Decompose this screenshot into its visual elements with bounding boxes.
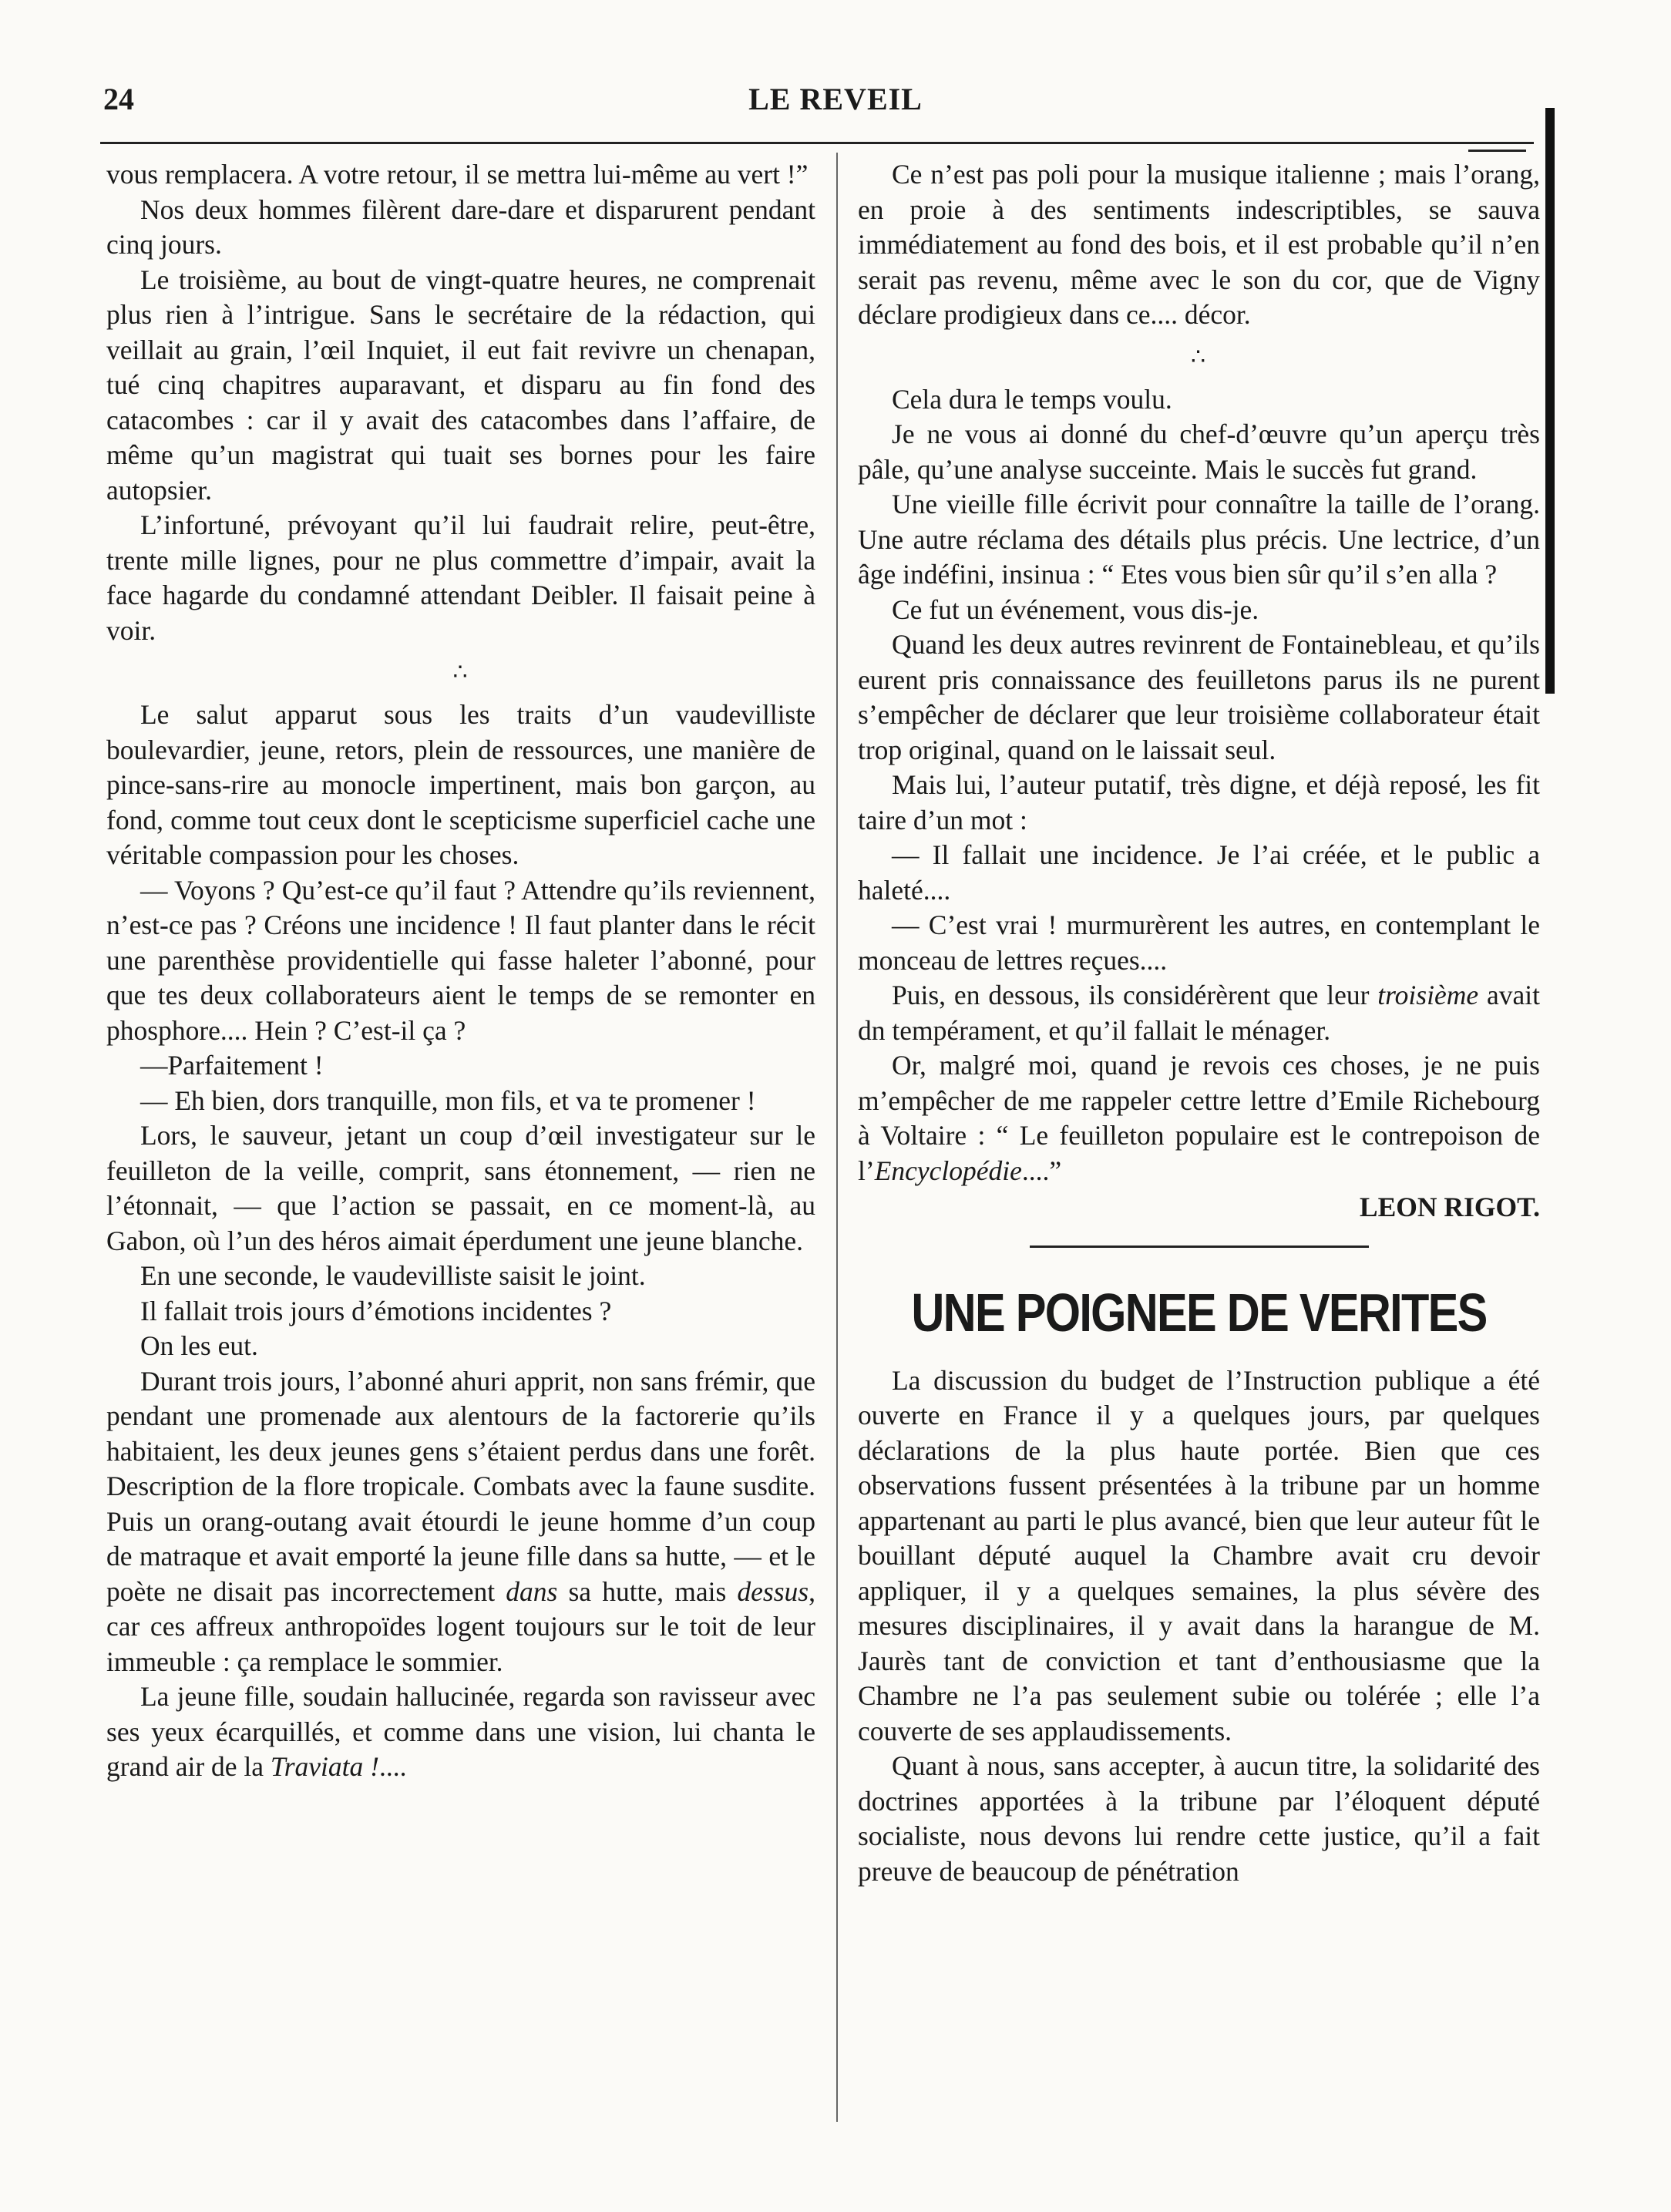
paragraph <box>106 1679 815 1785</box>
text-run: Durant trois jours, l’abonné ahuri apprit, non sans frémir, que pendant une promenade aux alentours de la factorerie qu’ils habitaient, les deux jeunes gens s’étaient perdus dans une forêt. Description de la flore tropicale. Combats avec la faune susdite. Puis un orang-outang avait étourdi le jeune homme d’un coup de matraque et avait emporté la jeune fille dans sa hutte, — et le poète ne disait pas incorrectement <box>106 1365 815 1607</box>
text-run: .... <box>378 1751 407 1782</box>
paragraph: Le troisième, au bout de vingt-quatre heures, ne comprenait plus rien à l’intrigue. Sans le secrétaire de la rédaction, qui veillait au grain, l’œil Inquiet, il eut fait revivre un chenapan, tué cinq chapitres auparavant, et disparu au fin fond des catacombes : car il y avait des catacombes dans l’affaire, de même qu’un magistrat qui tuait ses bornes pour les faire autopsier. <box>106 264 815 506</box>
paragraph: Le salut apparut sous les traits d’un vaudevilliste boulevardier, jeune, retors, plein de ressources, une manière de pince-sans-rire au monocle impertinent, mais bon garçon, au fond, comme tout ceux dont le scepticisme superficiel cache une véritable compassion pour les choses. <box>106 699 815 870</box>
header-rule <box>100 142 1534 144</box>
text-run: La jeune fille, soudain hallucinée, regarda son ravisseur avec ses yeux écarquillés, et comme dans une vision, lui chanta le grand air de la <box>106 1681 815 1782</box>
paragraph: vous remplacera. A votre retour, il se mettra lui-même au vert !” <box>106 159 809 190</box>
margin-bar <box>1545 108 1555 694</box>
article-end-rule <box>1030 1246 1369 1248</box>
paragraph: Une vieille fille écrivit pour connaître la taille de l’orang. Une autre réclama des détails plus précis. Une lectrice, d’un âge indéfini, insinua : “ Etes vous bien sûr qu’il s’en alla ? <box>858 489 1540 590</box>
column-divider <box>836 153 838 2122</box>
italic-text: dessus <box>737 1575 809 1607</box>
paragraph: Quant à nous, sans accepter, à aucun titre, la solidarité des doctrines apportées à la tribune par l’éloquent député socialiste, nous devons lui rendre cette justice, qu’il a fait preuve de beaucoup de pénétration <box>858 1750 1540 1887</box>
text-run: avait dn tempérament, et qu’il fallait le ménager. <box>858 980 1540 1046</box>
paragraph: — Eh bien, dors tranquille, mon fils, et va te promener ! <box>140 1084 756 1116</box>
section-title: UNE POIGNEE DE VERITES <box>911 1282 1487 1343</box>
paragraph: L’infortuné, prévoyant qu’il lui faudrait relire, peut-être, trente mille lignes, pour ne plus commettre d’impair, avait la face hagarde du condamné attendant Deibler. Il faisait peine à voir. <box>106 509 815 646</box>
text-run: , car ces affreux anthropoïdes logent toujours sur le toit de leur immeuble : ça remplace le sommier. <box>106 1575 815 1677</box>
header-rule-short <box>1468 150 1526 152</box>
paragraph <box>858 978 1540 1048</box>
italic-text: dans <box>506 1575 558 1607</box>
right-column <box>858 157 1540 1889</box>
paragraph: Quand les deux autres revinrent de Fontainebleau, et qu’ils eurent pris connaissance des feuilletons parus ils ne purent s’empêcher de déclarer que leur troisième collaborateur était trop original, quand on le laissait seul. <box>858 629 1540 765</box>
masthead-title: LE REVEIL <box>748 82 923 116</box>
section-separator: ∴ <box>452 660 469 685</box>
text-run: ....” <box>1021 1155 1062 1186</box>
text-run: Or, malgré moi, quand je revois ces choses, je ne puis m’empêcher de me rappeler cettre lettre d’Emile Richebourg à Voltaire : “ Le feuilleton populaire est le contrepoison de l’ <box>858 1050 1540 1186</box>
paragraph: Il fallait trois jours d’émotions incidentes ? <box>140 1295 612 1326</box>
paragraph: —Parfaitement ! <box>140 1050 324 1081</box>
italic-text: Traviata ! <box>270 1751 379 1782</box>
left-column <box>106 157 815 1785</box>
paragraph: Mais lui, l’auteur putatif, très digne, et déjà reposé, les fit taire d’un mot : <box>858 769 1540 835</box>
paragraph: Ce fut un événement, vous dis-je. <box>892 593 1259 625</box>
paragraph: Je ne vous ai donné du chef-d’œuvre qu’un aperçu très pâle, qu’une analyse succeinte. Mais le succès fut grand. <box>858 419 1540 485</box>
text-run: Puis, en dessous, ils considérèrent que leur <box>892 980 1378 1010</box>
author-signature: LEON RIGOT. <box>1359 1192 1540 1222</box>
paragraph <box>106 1364 815 1680</box>
paragraph: Cela dura le temps voulu. <box>892 383 1172 415</box>
paragraph: Ce n’est pas poli pour la musique italienne ; mais l’orang, en proie à des sentiments indescriptibles, se sauva immédiatement au fond des bois, et il est probable qu’il n’en serait pas revenu, même avec le son du cor, que de Vigny déclare prodigieux dans ce.... décor. <box>858 159 1540 330</box>
italic-text: Encyclopédie <box>874 1155 1022 1186</box>
paragraph: Nos deux hommes filèrent dare-dare et disparurent pendant cinq jours. <box>106 193 815 260</box>
italic-text: troisième <box>1377 980 1479 1010</box>
paragraph: — Il fallait une incidence. Je l’ai créée, et le public a haleté.... <box>858 839 1540 906</box>
text-run: sa hutte, mais <box>557 1575 738 1607</box>
section-separator: ∴ <box>1190 344 1208 370</box>
paragraph: En une seconde, le vaudevilliste saisit le joint. <box>140 1260 646 1291</box>
page-number: 24 <box>103 82 134 116</box>
paragraph <box>858 1048 1540 1188</box>
paragraph: — C’est vrai ! murmurèrent les autres, en contemplant le monceau de lettres reçues.... <box>858 909 1540 976</box>
paragraph: Lors, le sauveur, jetant un coup d’œil investigateur sur le feuilleton de la veille, comprit, sans étonnement, — rien ne l’étonnait, — que l’action se passait, en ce moment-là, au Gabon, où l’un des héros aimait éperdument une jeune blanche. <box>106 1120 815 1256</box>
paragraph: La discussion du budget de l’Instruction publique a été ouverte en France il y a quelques jours, par quelques déclarations de la plus haute portée. Bien que ces observations fussent présentées à la tribune par un homme appartenant au parti le plus avancé, bien que leur auteur fût le bouillant député auquel la Chambre avait cru devoir appliquer, il y a quelques semaines, la plus sévère des mesures disciplinaires, il y avait dans la harangue de M. Jaurès tant de conviction et tant d’enthousiasme que la Chambre ne l’a pas seulement subie ou tolérée ; elle l’a couverte de ses applaudissements. <box>858 1364 1540 1746</box>
paragraph: — Voyons ? Qu’est-ce qu’il faut ? Attendre qu’ils reviennent, n’est-ce pas ? Créons une incidence ! Il faut planter dans le récit une parenthèse providentielle qui fasse haleter l’abonné, pour que tes deux collaborateurs aient le temps de se remonter en phosphore.... Hein ? C’est-il ça ? <box>106 874 815 1046</box>
paragraph: On les eut. <box>140 1330 258 1361</box>
